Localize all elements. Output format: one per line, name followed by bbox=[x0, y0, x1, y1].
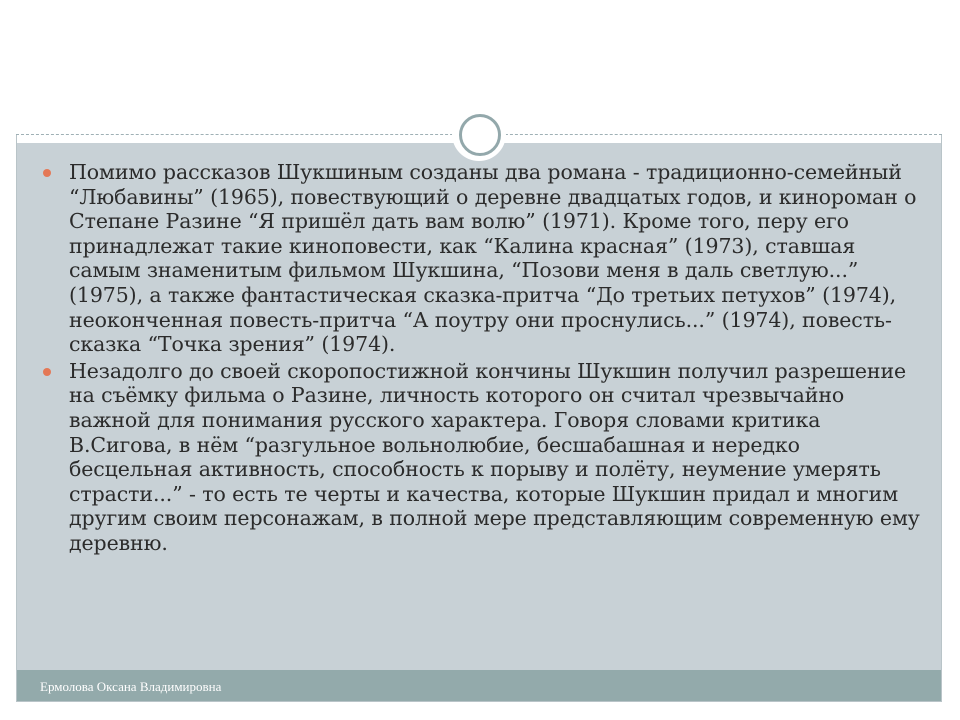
decorative-circle-ring bbox=[459, 114, 501, 156]
bullet-list bbox=[40, 160, 920, 558]
bullet-text: Незадолго до своей скоропостижной кончины Шукшин получил разрешение на съёмку фильма о Разине, личность которого он считал чрезвычайно важной для понимания русского характера. Говоря словами критика В.Сигова, в нём “разгульное вольнолюбие, бесшабашная и нередко бесцельная активность, способность к порыву и полёту, неумение умерять страсти...” - то есть те черты и качества, которые Шукшин придал и многим другим своим персонажам, в полной мере представляющим современную ему деревню. bbox=[69, 358, 920, 555]
footer-author: Ермолова Оксана Владимировна bbox=[40, 679, 222, 694]
bullet-dot-icon bbox=[43, 169, 51, 177]
bullet-item bbox=[40, 160, 920, 357]
bullet-dot-icon bbox=[43, 368, 51, 376]
bullet-item bbox=[40, 359, 920, 556]
bullet-text: Помимо рассказов Шукшиным созданы два романа - традиционно-семейный “Любавины” (1965), повествующий о деревне двадцатых годов, и кинороман о Степане Разине “Я пришёл дать вам волю” (1971). Кроме того, перу его принадлежат такие киноповести, как “Калина красная” (1973), ставшая самым знаменитым фильмом Шукшина, “Позови меня в даль светлую...” (1975), а также фантастическая сказка-притча “До третьих петухов” (1974), неоконченная повесть-притча “А поутру они проснулись...” (1974), повесть-сказка “Точка зрения” (1974). bbox=[69, 160, 917, 357]
